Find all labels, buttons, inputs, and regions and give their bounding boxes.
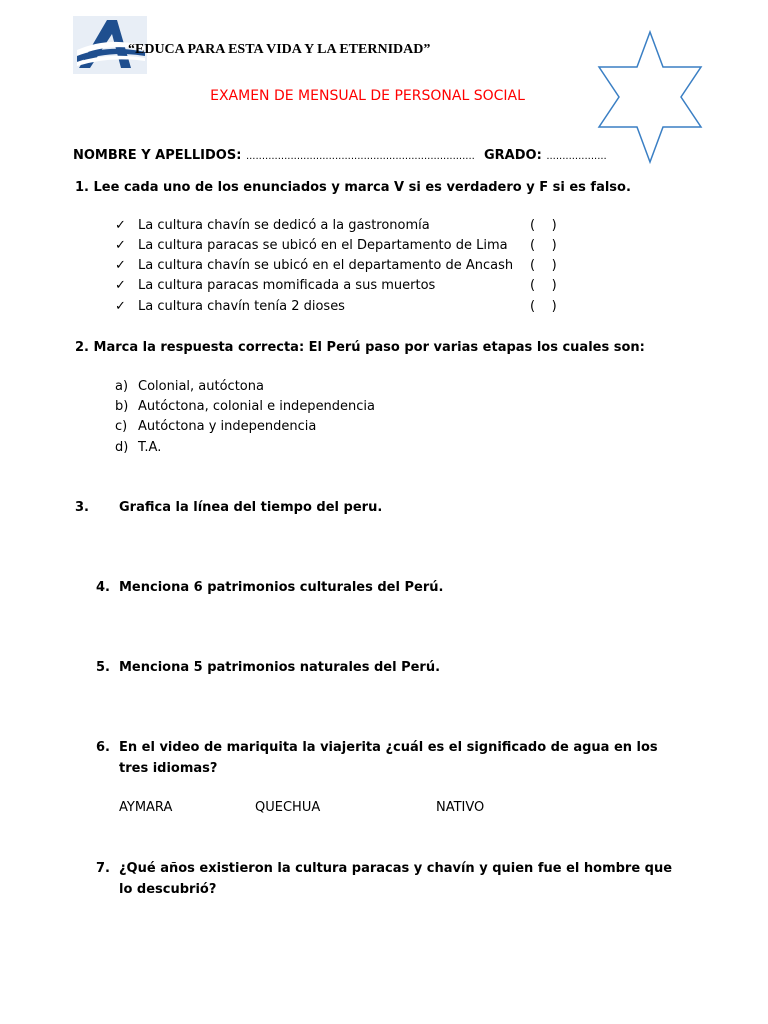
school-motto: “EDUCA PARA ESTA VIDA Y LA ETERNIDAD” [128, 42, 431, 57]
answer-parentheses[interactable]: ( ) [530, 218, 557, 233]
tf-item [115, 238, 508, 253]
answer-parentheses[interactable]: ( ) [530, 278, 557, 293]
answer-parentheses[interactable]: ( ) [530, 258, 557, 273]
checkmark-icon: ✓ [115, 238, 126, 253]
option-item[interactable] [115, 399, 375, 414]
question-text-line-2: lo descubrió? [119, 882, 217, 897]
question-text-line-2: tres idiomas? [119, 761, 218, 776]
tf-item [115, 218, 430, 233]
checkmark-icon: ✓ [115, 258, 126, 273]
language-quechua: QUECHUA [255, 800, 321, 815]
question-2: 2. Marca la respuesta correcta: El Perú paso por varias etapas los cuales son: [75, 340, 645, 355]
question-text: Grafica la línea del tiempo del peru. [119, 500, 383, 515]
question-number: 4. [96, 580, 110, 595]
option-text: Autóctona, colonial e independencia [138, 399, 376, 414]
option-item[interactable] [115, 440, 161, 455]
tf-item-text: La cultura chavín se dedicó a la gastronomía [138, 218, 430, 233]
option-item[interactable] [115, 419, 316, 434]
language-nativo: NATIVO [436, 800, 485, 815]
question-number: 5. [96, 660, 110, 675]
tf-item-text: La cultura paracas se ubicó en el Departamento de Lima [138, 238, 508, 253]
option-label: c) [115, 419, 128, 434]
tf-item-text: La cultura paracas momificada a sus muertos [138, 278, 436, 293]
student-grade-row [484, 148, 607, 163]
question-number: 3. [75, 500, 89, 515]
grade-label: GRADO: [484, 148, 542, 163]
tf-item [115, 299, 345, 314]
question-3 [75, 500, 383, 515]
name-label: NOMBRE Y APELLIDOS: [73, 148, 242, 163]
checkmark-icon: ✓ [115, 218, 126, 233]
question-text: Menciona 6 patrimonios culturales del Perú. [119, 580, 444, 595]
option-label: b) [115, 399, 129, 414]
tf-item [115, 258, 514, 273]
option-text: Colonial, autóctona [138, 379, 264, 394]
question-text-line-1: ¿Qué años existieron la cultura paracas y chavín y quien fue el hombre que [119, 861, 673, 876]
checkmark-icon: ✓ [115, 278, 126, 293]
question-text: Menciona 5 patrimonios naturales del Perú. [119, 660, 441, 675]
exam-title: EXAMEN DE MENSUAL DE PERSONAL SOCIAL [210, 88, 525, 104]
option-label: d) [115, 440, 129, 455]
answer-parentheses[interactable]: ( ) [530, 238, 557, 253]
question-text-line-1: En el video de mariquita la viajerita ¿cuál es el significado de agua en los [119, 740, 658, 755]
question-number: 7. [96, 861, 110, 876]
tf-item [115, 278, 436, 293]
tf-item-text: La cultura chavín tenía 2 dioses [138, 299, 345, 314]
answer-parentheses[interactable]: ( ) [530, 299, 557, 314]
student-name-row [73, 148, 475, 163]
language-aymara: AYMARA [119, 800, 173, 815]
question-1: 1. Lee cada uno de los enunciados y marca V si es verdadero y F si es falso. [75, 180, 631, 195]
option-item[interactable] [115, 379, 264, 394]
name-blank[interactable]: ........................................................................ [245, 151, 475, 162]
tf-item-text: La cultura chavín se ubicó en el departamento de Ancash [138, 258, 514, 273]
question-number: 6. [96, 740, 110, 755]
option-label: a) [115, 379, 129, 394]
grade-blank[interactable]: ................... [546, 151, 607, 162]
checkmark-icon: ✓ [115, 299, 126, 314]
option-text: T.A. [138, 440, 162, 455]
option-text: Autóctona y independencia [138, 419, 317, 434]
